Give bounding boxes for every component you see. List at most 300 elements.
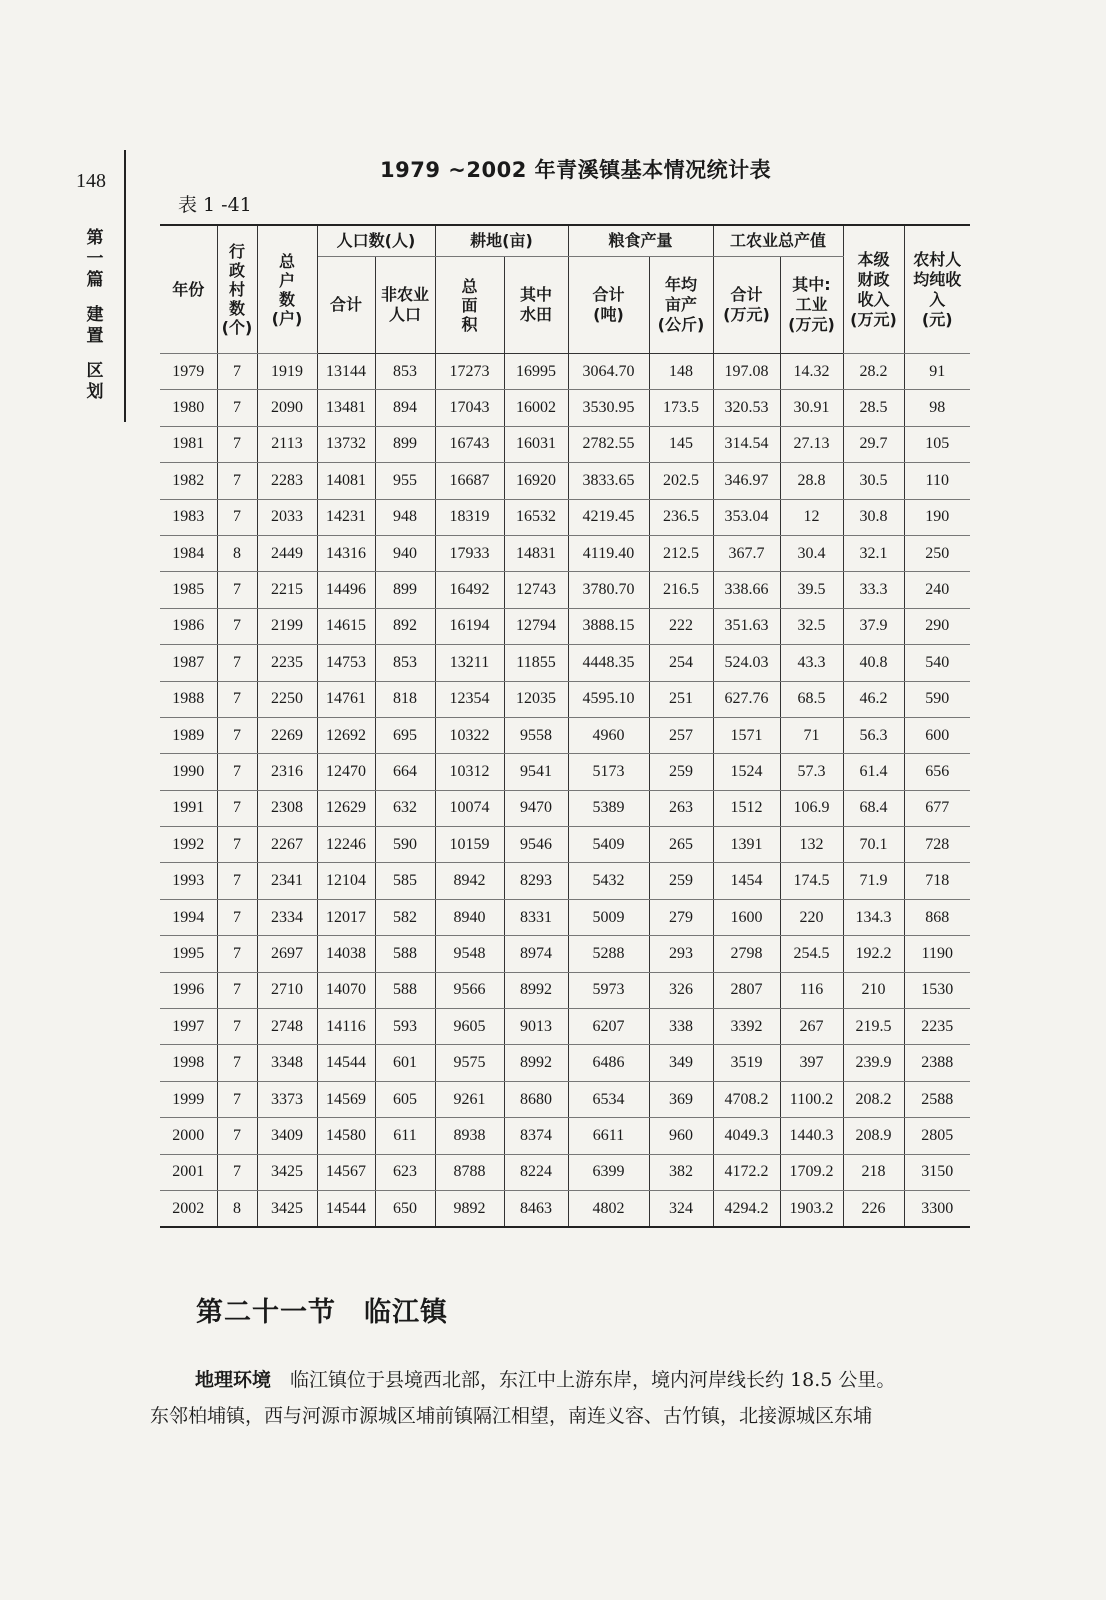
table-row	[160, 645, 970, 681]
table-cell: 2697	[257, 936, 317, 972]
table-cell: 582	[375, 899, 435, 935]
table-cell: 68.4	[843, 790, 904, 826]
header-grain-group: 粮食产量	[568, 225, 713, 257]
table-cell: 5409	[568, 827, 649, 863]
table-cell: 293	[649, 936, 713, 972]
table-cell: 3425	[257, 1154, 317, 1190]
table-cell: 369	[649, 1081, 713, 1117]
table-cell: 9261	[435, 1081, 504, 1117]
table-cell: 2283	[257, 463, 317, 499]
header-nonfarm-population: 非农业 人口	[375, 257, 435, 354]
table-cell: 148	[649, 354, 713, 390]
table-cell: 17043	[435, 390, 504, 426]
table-row	[160, 535, 970, 571]
table-cell: 30.91	[780, 390, 843, 426]
table-cell: 14761	[317, 681, 375, 717]
table-cell: 208.2	[843, 1081, 904, 1117]
table-cell: 9892	[435, 1190, 504, 1227]
table-cell: 1993	[160, 863, 217, 899]
table-cell: 1995	[160, 936, 217, 972]
table-cell: 2798	[713, 936, 780, 972]
table-cell: 106.9	[780, 790, 843, 826]
table-cell: 960	[649, 1118, 713, 1154]
table-cell: 16002	[504, 390, 568, 426]
table-cell: 37.9	[843, 608, 904, 644]
table-cell: 16995	[504, 354, 568, 390]
table-cell: 338	[649, 1009, 713, 1045]
table-cell: 2805	[904, 1118, 970, 1154]
table-cell: 353.04	[713, 499, 780, 535]
table-cell: 39.5	[780, 572, 843, 608]
table-cell: 351.63	[713, 608, 780, 644]
side-title-char: 置	[86, 326, 104, 346]
table-cell: 10312	[435, 754, 504, 790]
header-output-group: 工农业总产值	[713, 225, 843, 257]
table-cell: 5432	[568, 863, 649, 899]
table-cell: 6399	[568, 1154, 649, 1190]
table-cell: 267	[780, 1009, 843, 1045]
table-cell: 226	[843, 1190, 904, 1227]
table-cell: 28.2	[843, 354, 904, 390]
table-cell: 7	[217, 463, 257, 499]
table-cell: 1919	[257, 354, 317, 390]
table-cell: 324	[649, 1190, 713, 1227]
table-cell: 1903.2	[780, 1190, 843, 1227]
table-cell: 16687	[435, 463, 504, 499]
table-cell: 1997	[160, 1009, 217, 1045]
header-farmland-group: 耕地(亩)	[435, 225, 568, 257]
table-cell: 16920	[504, 463, 568, 499]
table-cell: 57.3	[780, 754, 843, 790]
table-cell: 10159	[435, 827, 504, 863]
header-grain-total: 合计 (吨)	[568, 257, 649, 354]
table-cell: 14038	[317, 936, 375, 972]
table-cell: 3425	[257, 1190, 317, 1227]
table-cell: 7	[217, 645, 257, 681]
table-cell: 91	[904, 354, 970, 390]
header-industry-output: 其中: 工业 (万元)	[780, 257, 843, 354]
table-cell: 263	[649, 790, 713, 826]
side-title-char: 一	[86, 249, 104, 269]
table-cell: 32.5	[780, 608, 843, 644]
table-cell: 13211	[435, 645, 504, 681]
table-cell: 61.4	[843, 754, 904, 790]
table-cell: 346.97	[713, 463, 780, 499]
table-cell: 349	[649, 1045, 713, 1081]
table-cell: 940	[375, 535, 435, 571]
table-cell: 2308	[257, 790, 317, 826]
table-row	[160, 863, 970, 899]
table-cell: 12104	[317, 863, 375, 899]
table-cell: 14615	[317, 608, 375, 644]
table-cell: 18319	[435, 499, 504, 535]
table-cell: 239.9	[843, 1045, 904, 1081]
table-cell: 46.2	[843, 681, 904, 717]
table-cell: 4119.40	[568, 535, 649, 571]
table-cell: 16492	[435, 572, 504, 608]
table-cell: 7	[217, 754, 257, 790]
table-cell: 601	[375, 1045, 435, 1081]
table-cell: 2002	[160, 1190, 217, 1227]
table-row	[160, 790, 970, 826]
table-cell: 7	[217, 790, 257, 826]
table-cell: 12794	[504, 608, 568, 644]
table-body	[160, 354, 970, 1228]
section-heading: 第二十一节 临江镇	[196, 1297, 448, 1328]
table-cell: 1190	[904, 936, 970, 972]
table-cell: 3888.15	[568, 608, 649, 644]
table-cell: 30.4	[780, 535, 843, 571]
table-cell: 14496	[317, 572, 375, 608]
table-row	[160, 899, 970, 935]
table-cell: 3373	[257, 1081, 317, 1117]
table-cell: 14580	[317, 1118, 375, 1154]
table-cell: 12629	[317, 790, 375, 826]
table-cell: 33.3	[843, 572, 904, 608]
table-cell: 3392	[713, 1009, 780, 1045]
table-cell: 314.54	[713, 426, 780, 462]
table-cell: 1994	[160, 899, 217, 935]
table-cell: 28.5	[843, 390, 904, 426]
table-cell: 7	[217, 899, 257, 935]
table-cell: 9575	[435, 1045, 504, 1081]
table-cell: 868	[904, 899, 970, 935]
table-cell: 17273	[435, 354, 504, 390]
table-cell: 12035	[504, 681, 568, 717]
table-cell: 899	[375, 426, 435, 462]
statistics-table	[160, 224, 970, 1228]
table-cell: 7	[217, 1118, 257, 1154]
side-title-char: 区	[86, 361, 104, 381]
table-cell: 4960	[568, 717, 649, 753]
table-cell: 7	[217, 390, 257, 426]
table-cell: 8974	[504, 936, 568, 972]
table-cell: 3409	[257, 1118, 317, 1154]
table-cell: 222	[649, 608, 713, 644]
header-paddy-field: 其中 水田	[504, 257, 568, 354]
table-cell: 8	[217, 1190, 257, 1227]
table-row	[160, 572, 970, 608]
table-cell: 2782.55	[568, 426, 649, 462]
table-cell: 8788	[435, 1154, 504, 1190]
table-cell: 632	[375, 790, 435, 826]
table-cell: 7	[217, 827, 257, 863]
table-cell: 397	[780, 1045, 843, 1081]
table-cell: 11855	[504, 645, 568, 681]
table-cell: 110	[904, 463, 970, 499]
table-cell: 8992	[504, 972, 568, 1008]
table-cell: 664	[375, 754, 435, 790]
header-fiscal-income: 本级 财政 收入 (万元)	[843, 225, 904, 354]
table-cell: 1524	[713, 754, 780, 790]
table-cell: 8940	[435, 899, 504, 935]
table-cell: 2449	[257, 535, 317, 571]
table-cell: 2199	[257, 608, 317, 644]
table-cell: 2215	[257, 572, 317, 608]
table-cell: 197.08	[713, 354, 780, 390]
table-cell: 7	[217, 608, 257, 644]
table-cell: 14544	[317, 1190, 375, 1227]
table-cell: 540	[904, 645, 970, 681]
header-rural-income: 农村人 均纯收 入 (元)	[904, 225, 970, 354]
table-cell: 173.5	[649, 390, 713, 426]
table-cell: 7	[217, 499, 257, 535]
table-cell: 1985	[160, 572, 217, 608]
table-row	[160, 717, 970, 753]
table-cell: 1999	[160, 1081, 217, 1117]
table-cell: 3833.65	[568, 463, 649, 499]
table-cell: 8224	[504, 1154, 568, 1190]
table-cell: 2710	[257, 972, 317, 1008]
table-cell: 16194	[435, 608, 504, 644]
table-cell: 1391	[713, 827, 780, 863]
table-cell: 7	[217, 426, 257, 462]
header-households: 总 户 数 (户)	[257, 225, 317, 354]
table-cell: 12743	[504, 572, 568, 608]
table-cell: 9558	[504, 717, 568, 753]
side-title-char: 第	[86, 228, 104, 248]
table-cell: 4448.35	[568, 645, 649, 681]
table-cell: 590	[375, 827, 435, 863]
table-cell: 2033	[257, 499, 317, 535]
body-paragraph	[150, 1362, 990, 1434]
table-cell: 192.2	[843, 936, 904, 972]
table-cell: 955	[375, 463, 435, 499]
table-cell: 6486	[568, 1045, 649, 1081]
table-cell: 9566	[435, 972, 504, 1008]
table-cell: 279	[649, 899, 713, 935]
table-cell: 290	[904, 608, 970, 644]
table-cell: 899	[375, 572, 435, 608]
table-cell: 1992	[160, 827, 217, 863]
table-row	[160, 1009, 970, 1045]
table-cell: 1984	[160, 535, 217, 571]
table-cell: 132	[780, 827, 843, 863]
table-cell: 8	[217, 535, 257, 571]
table-cell: 1986	[160, 608, 217, 644]
table-row	[160, 426, 970, 462]
table-cell: 216.5	[649, 572, 713, 608]
table-cell: 1709.2	[780, 1154, 843, 1190]
table-number: 表 1 -41	[178, 194, 252, 216]
table-cell: 30.5	[843, 463, 904, 499]
table-cell: 650	[375, 1190, 435, 1227]
table-cell: 2113	[257, 426, 317, 462]
table-cell: 2250	[257, 681, 317, 717]
table-cell: 2334	[257, 899, 317, 935]
table-row	[160, 1190, 970, 1227]
table-cell: 4294.2	[713, 1190, 780, 1227]
table-cell: 853	[375, 645, 435, 681]
table-cell: 9541	[504, 754, 568, 790]
table-cell: 14116	[317, 1009, 375, 1045]
table-cell: 1440.3	[780, 1118, 843, 1154]
table-cell: 1571	[713, 717, 780, 753]
table-cell: 29.7	[843, 426, 904, 462]
table-cell: 623	[375, 1154, 435, 1190]
table-cell: 2588	[904, 1081, 970, 1117]
table-cell: 30.8	[843, 499, 904, 535]
table-cell: 8331	[504, 899, 568, 935]
table-cell: 1530	[904, 972, 970, 1008]
table-cell: 2269	[257, 717, 317, 753]
table-cell: 254	[649, 645, 713, 681]
table-cell: 14081	[317, 463, 375, 499]
table-row	[160, 1081, 970, 1117]
table-row	[160, 681, 970, 717]
table-cell: 611	[375, 1118, 435, 1154]
table-cell: 1100.2	[780, 1081, 843, 1117]
paragraph-line-1	[150, 1362, 990, 1398]
table-cell: 2267	[257, 827, 317, 863]
table-cell: 1989	[160, 717, 217, 753]
table-cell: 43.3	[780, 645, 843, 681]
table-cell: 10322	[435, 717, 504, 753]
table-title: 1979 ~2002 年青溪镇基本情况统计表	[380, 158, 772, 182]
header-villages: 行 政 村 数 (个)	[217, 225, 257, 354]
table-cell: 8680	[504, 1081, 568, 1117]
paragraph-line-2: 东邻柏埔镇，西与河源市源城区埔前镇隔江相望，南连义容、古竹镇，北接源城区东埔	[150, 1405, 873, 1427]
margin-rule	[124, 150, 126, 422]
table-cell: 14070	[317, 972, 375, 1008]
table-cell: 3780.70	[568, 572, 649, 608]
table-cell: 7	[217, 354, 257, 390]
table-cell: 5009	[568, 899, 649, 935]
table-cell: 7	[217, 936, 257, 972]
table-cell: 5173	[568, 754, 649, 790]
table-cell: 2341	[257, 863, 317, 899]
table-cell: 588	[375, 936, 435, 972]
table-cell: 250	[904, 535, 970, 571]
table-row	[160, 827, 970, 863]
table-cell: 7	[217, 681, 257, 717]
table-cell: 14567	[317, 1154, 375, 1190]
table-cell: 695	[375, 717, 435, 753]
table-cell: 7	[217, 972, 257, 1008]
table-cell: 4802	[568, 1190, 649, 1227]
table-cell: 7	[217, 717, 257, 753]
table-cell: 56.3	[843, 717, 904, 753]
table-cell: 251	[649, 681, 713, 717]
table-cell: 259	[649, 863, 713, 899]
table-cell: 257	[649, 717, 713, 753]
table-cell: 590	[904, 681, 970, 717]
table-cell: 4172.2	[713, 1154, 780, 1190]
table-cell: 2090	[257, 390, 317, 426]
table-cell: 7	[217, 1045, 257, 1081]
table-cell: 1998	[160, 1045, 217, 1081]
table-cell: 202.5	[649, 463, 713, 499]
table-cell: 12354	[435, 681, 504, 717]
table-cell: 12470	[317, 754, 375, 790]
table-cell: 105	[904, 426, 970, 462]
table-cell: 7	[217, 572, 257, 608]
paragraph-lead: 地理环境	[195, 1369, 272, 1391]
table-cell: 2316	[257, 754, 317, 790]
table-cell: 8992	[504, 1045, 568, 1081]
table-cell: 14231	[317, 499, 375, 535]
table-cell: 70.1	[843, 827, 904, 863]
table-cell: 8374	[504, 1118, 568, 1154]
table-cell: 2388	[904, 1045, 970, 1081]
table-cell: 12692	[317, 717, 375, 753]
table-cell: 16743	[435, 426, 504, 462]
table-cell: 338.66	[713, 572, 780, 608]
table-cell: 585	[375, 863, 435, 899]
table-cell: 210	[843, 972, 904, 1008]
header-population-total: 合计	[317, 257, 375, 354]
table-cell: 1983	[160, 499, 217, 535]
table-cell: 1512	[713, 790, 780, 826]
table-cell: 174.5	[780, 863, 843, 899]
table-cell: 145	[649, 426, 713, 462]
table-cell: 524.03	[713, 645, 780, 681]
table-cell: 2235	[904, 1009, 970, 1045]
table-cell: 14.32	[780, 354, 843, 390]
table-row	[160, 936, 970, 972]
table-cell: 593	[375, 1009, 435, 1045]
table-cell: 656	[904, 754, 970, 790]
table-cell: 9548	[435, 936, 504, 972]
table-cell: 7	[217, 1081, 257, 1117]
table-cell: 367.7	[713, 535, 780, 571]
table-row	[160, 354, 970, 390]
table-cell: 948	[375, 499, 435, 535]
table-cell: 8942	[435, 863, 504, 899]
table-cell: 13481	[317, 390, 375, 426]
table-cell: 627.76	[713, 681, 780, 717]
table-cell: 6534	[568, 1081, 649, 1117]
side-title-char: 建	[86, 305, 104, 325]
table-cell: 892	[375, 608, 435, 644]
table-cell: 116	[780, 972, 843, 1008]
table-cell: 1987	[160, 645, 217, 681]
table-cell: 1981	[160, 426, 217, 462]
table-cell: 1980	[160, 390, 217, 426]
table-cell: 3519	[713, 1045, 780, 1081]
table-cell: 2807	[713, 972, 780, 1008]
table-cell: 7	[217, 1154, 257, 1190]
table-cell: 1991	[160, 790, 217, 826]
running-header-vertical	[84, 228, 106, 403]
table-cell: 208.9	[843, 1118, 904, 1154]
table-cell: 588	[375, 972, 435, 1008]
table-cell: 219.5	[843, 1009, 904, 1045]
table-cell: 14316	[317, 535, 375, 571]
table-cell: 134.3	[843, 899, 904, 935]
table-cell: 4595.10	[568, 681, 649, 717]
table-cell: 3150	[904, 1154, 970, 1190]
table-cell: 212.5	[649, 535, 713, 571]
table-cell: 853	[375, 354, 435, 390]
table-cell: 220	[780, 899, 843, 935]
table-cell: 4049.3	[713, 1118, 780, 1154]
table-cell: 12017	[317, 899, 375, 935]
table-cell: 2235	[257, 645, 317, 681]
table-cell: 2000	[160, 1118, 217, 1154]
table-row	[160, 390, 970, 426]
table-row	[160, 463, 970, 499]
table-cell: 600	[904, 717, 970, 753]
table-cell: 1990	[160, 754, 217, 790]
table-cell: 5973	[568, 972, 649, 1008]
table-cell: 728	[904, 827, 970, 863]
table-cell: 320.53	[713, 390, 780, 426]
table-cell: 8293	[504, 863, 568, 899]
table-row	[160, 754, 970, 790]
table-cell: 13144	[317, 354, 375, 390]
table-cell: 9546	[504, 827, 568, 863]
